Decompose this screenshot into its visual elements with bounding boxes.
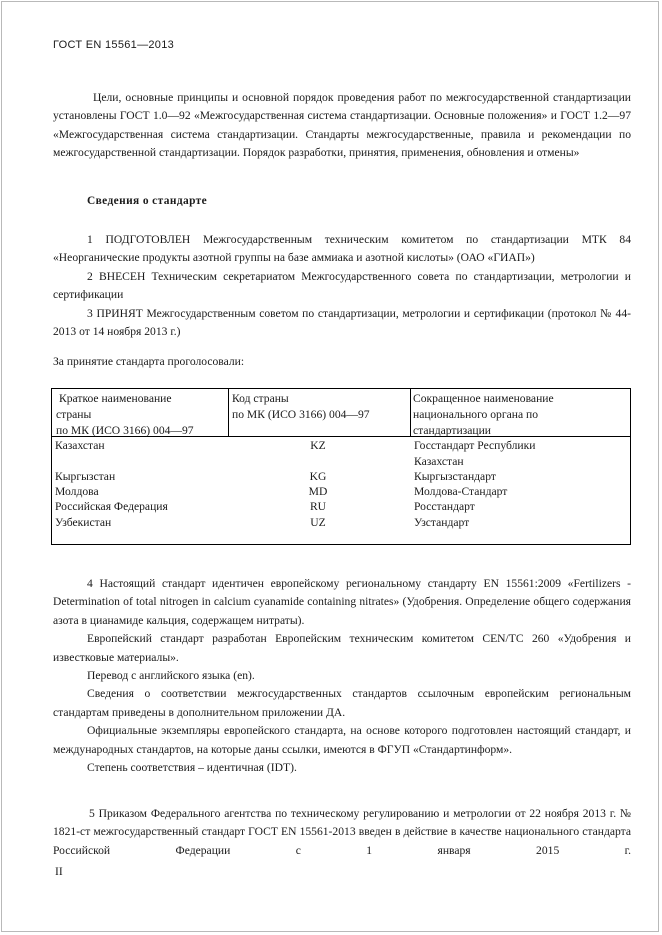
header-country	[56, 391, 194, 439]
table-row-organ: Казахстан	[414, 455, 464, 468]
item-5-section	[53, 805, 631, 860]
header-line: Сокращенное наименование	[413, 392, 554, 405]
section-heading: Сведения о стандарте	[87, 195, 208, 207]
info-item-2: 2 ВНЕСЕН Техническим секретариатом Межгосударственного совета по стандартизации, метрологии и сертификации	[53, 269, 631, 302]
table-row-country: Молдова	[55, 485, 99, 498]
item-4-text: 4 Настоящий стандарт идентичен европейскому региональному стандарту EN 15561:2009 «Fertilizers - Determination of total nitrogen in calcium cyanamide containing nitrates» (Удобрения. Определение общего содержания азота в цианамиде кальция, содержащем нитраты).	[53, 577, 631, 627]
table-row-organ: Молдова-Стандарт	[414, 485, 508, 498]
header-line: Код страны	[232, 392, 289, 405]
table-row-organ: Росстандарт	[414, 500, 475, 513]
table-row-code: RU	[309, 500, 327, 513]
header-line: национального органа по	[413, 408, 538, 421]
document-header: ГОСТ EN 15561—2013	[53, 39, 175, 51]
item-4-text: Европейский стандарт разработан Европейским техническим комитетом CEN/TC 260 «Удобрения и известковые материалы».	[53, 632, 631, 664]
table-row-organ: Кыргызстандарт	[414, 470, 496, 483]
info-item-3: 3 ПРИНЯТ Межгосударственным советом по стандартизации, метрологии и сертификации (протокол № 44-2013 от 14 ноября 2013 г.)	[53, 306, 631, 339]
table-row-code: KZ	[310, 439, 326, 452]
table-divider	[410, 389, 411, 436]
item-4-text: Перевод с английского языка (en).	[87, 669, 255, 683]
table-row-country: Узбекистан	[55, 516, 112, 529]
intro-paragraph	[53, 89, 631, 163]
header-code	[232, 391, 370, 423]
item-5-text: 5 Приказом Федерального агентства по техническому регулированию и метрологии от 22 ноября 2013 г. № 1821-ст межгосударственный стандарт ГОСТ EN 15561-2013 введен в действие в качестве национального стандарта Российской Федерации с 1 января 2015 г.	[53, 807, 631, 857]
header-line: стандартизации	[413, 424, 492, 437]
header-line: по МК (ИСО 3166) 004—97	[232, 408, 370, 421]
header-line: Краткое наименование	[59, 392, 172, 405]
table-divider	[228, 389, 229, 436]
intro-text: Цели, основные принципы и основной порядок проведения работ по межгосударственной стандартизации установлены ГОСТ 1.0—92 «Межгосударственная система стандартизации. Основные положения» и ГОСТ 1.2—97 «Межгосударственная система стандартизации. Стандарты межгосударственные, правила и рекомендации по межгосударственной стандартизации. Порядок разработки, принятия, применения, обновления и отмены»	[53, 91, 631, 160]
table-row-code: MD	[308, 485, 328, 498]
item-4-section	[53, 575, 631, 777]
table-row-organ: Узстандарт	[414, 516, 470, 529]
table-row-code: UZ	[310, 516, 326, 529]
table-row-organ: Госстандарт Республики	[414, 439, 536, 452]
standard-info	[53, 231, 631, 341]
vote-title: За принятие стандарта проголосовали:	[53, 355, 245, 368]
info-item-1: 1 ПОДГОТОВЛЕН Межгосударственным техническим комитетом по стандартизации МТК 84 «Неорганические продукты азотной группы на базе аммиака и азотной кислоты» (ОАО «ГИАП»)	[53, 233, 631, 265]
item-4-text: Официальные экземпляры европейского стандарта, на основе которого подготовлен настоящий стандарт, и международных стандартов, на которые даны ссылки, имеются в ФГУП «Стандартинформ».	[53, 724, 631, 756]
header-line: по МК (ИСО 3166) 004—97	[56, 424, 194, 437]
page-number: II	[55, 865, 63, 878]
table-row-country: Кыргызстан	[55, 470, 116, 483]
voting-table	[51, 388, 631, 545]
item-4-text: Степень соответствия – идентичная (IDT).	[87, 761, 297, 775]
table-row-country: Российская Федерация	[55, 500, 168, 513]
item-4-text: Сведения о соответствии межгосударственных стандартов ссылочным европейским региональным стандартам приведены в дополнительном приложении ДА.	[53, 687, 631, 719]
table-row-code: KG	[309, 470, 327, 483]
header-organ	[413, 391, 554, 439]
table-row-country: Казахстан	[55, 439, 105, 452]
header-line: страны	[56, 408, 92, 421]
